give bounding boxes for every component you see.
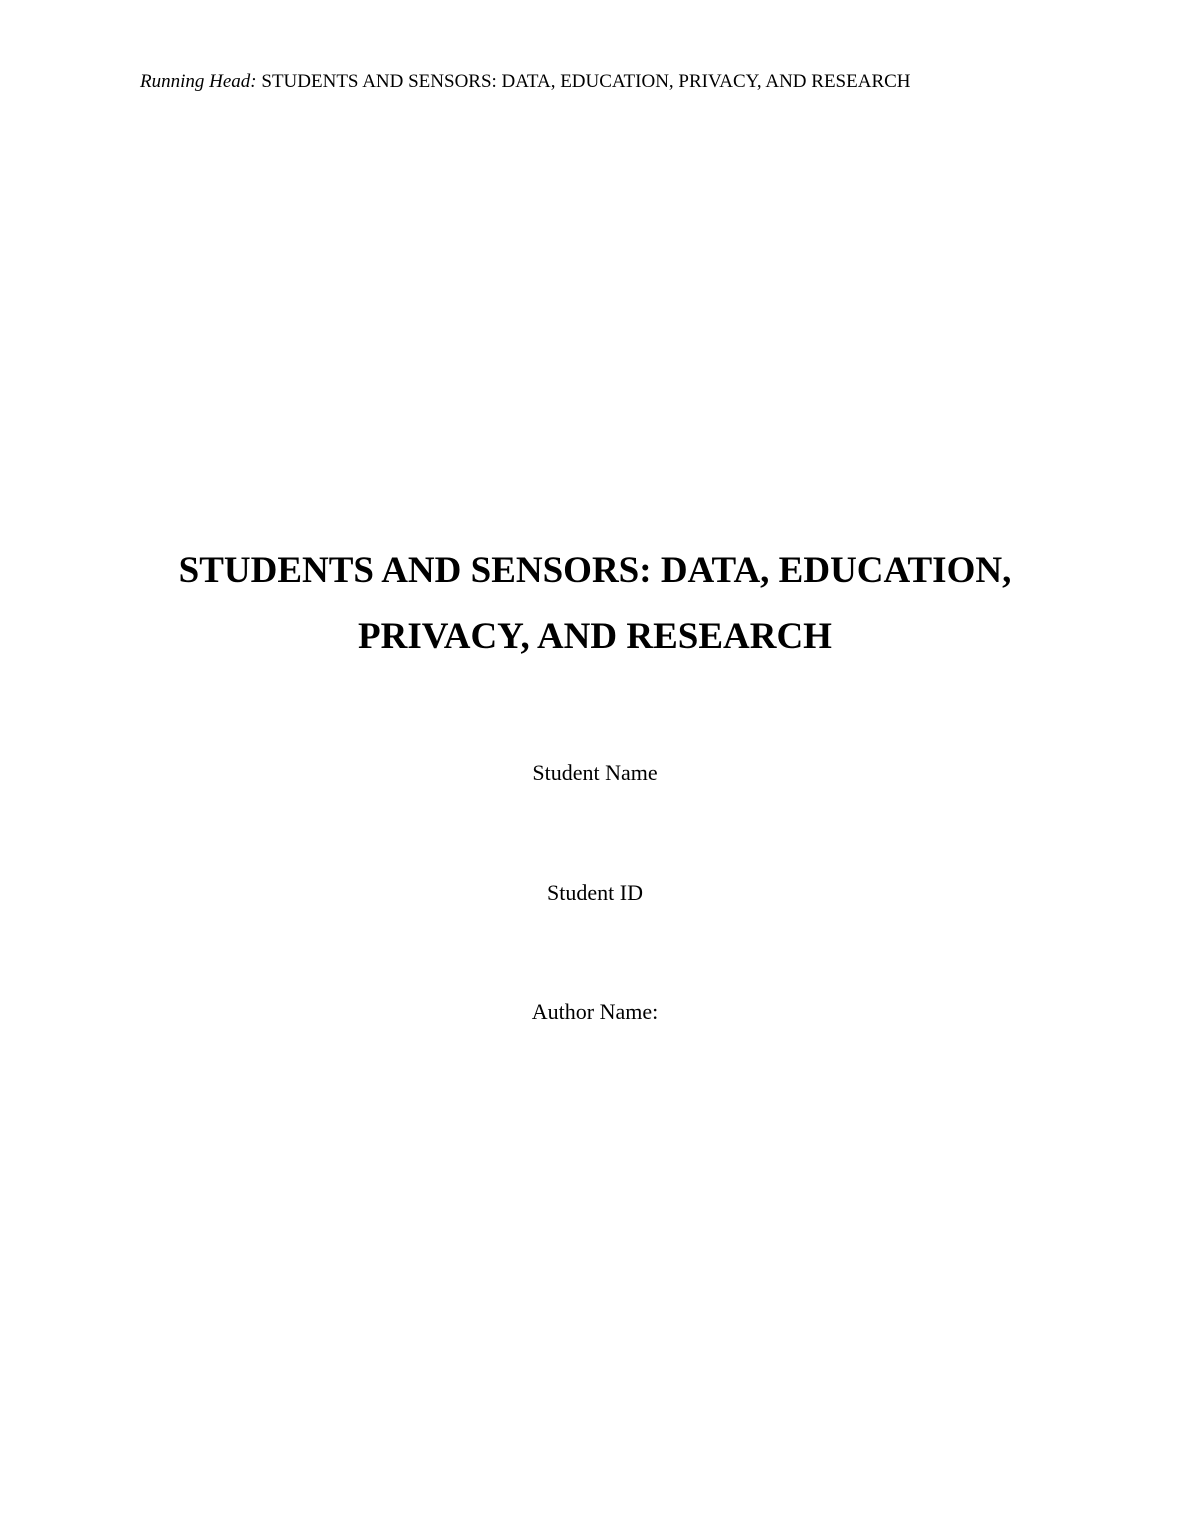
running-head-text: STUDENTS AND SENSORS: DATA, EDUCATION, PRIVACY, AND RESEARCH <box>261 71 911 92</box>
document-title <box>100 538 1090 670</box>
running-head <box>140 70 911 94</box>
running-head-label: Running Head: <box>140 71 257 92</box>
author-name: Author Name: <box>531 999 659 1024</box>
student-name: Student Name <box>532 760 658 785</box>
title-line-1: STUDENTS AND SENSORS: DATA, EDUCATION, <box>178 550 1012 591</box>
title-line-2: PRIVACY, AND RESEARCH <box>358 616 832 657</box>
student-id: Student ID <box>547 880 643 905</box>
